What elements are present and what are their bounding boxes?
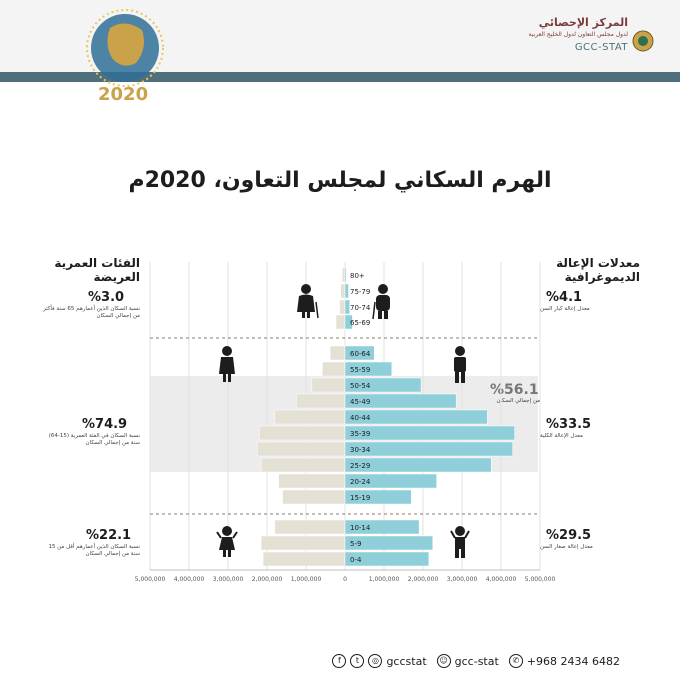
- bar-left-55-59: [322, 362, 345, 376]
- x-tick-label: 3,000,000: [212, 576, 244, 583]
- elderly-man-icon: [373, 284, 390, 319]
- twitter-icon[interactable]: t: [350, 654, 364, 668]
- right-note-total: معدل الإعالة الكلية: [540, 433, 583, 439]
- age-label: 20-24: [350, 478, 371, 486]
- left-stat-working: %74.9: [82, 417, 128, 432]
- bar-left-0-4: [263, 552, 345, 566]
- age-label: 70-74: [350, 304, 371, 312]
- age-label: 5-9: [350, 540, 362, 548]
- right-note-youth: معدل إعالة صغار السن: [540, 544, 593, 550]
- bar-left-45-49: [296, 394, 345, 408]
- x-tick-label: 4,000,000: [173, 576, 205, 583]
- banner-year: 2020: [98, 84, 149, 104]
- x-tick-label: 1,000,000: [290, 576, 322, 583]
- x-tick-label: 2,000,000: [407, 576, 439, 583]
- snapchat-icon[interactable]: ☺: [437, 654, 451, 668]
- facebook-icon[interactable]: f: [332, 654, 346, 668]
- center-stat: %56.1: [490, 382, 539, 398]
- social-handle[interactable]: gccstat: [386, 654, 427, 668]
- instagram-icon[interactable]: ◎: [368, 654, 382, 668]
- age-label: 35-39: [350, 430, 371, 438]
- x-tick-label: 4,000,000: [485, 576, 517, 583]
- age-label: 65-69: [350, 319, 371, 327]
- x-tick-label: 2,000,000: [251, 576, 283, 583]
- phone-number[interactable]: +968 2434 6482: [526, 654, 620, 668]
- age-label: 40-44: [350, 414, 371, 422]
- bar-left-15-19: [283, 490, 345, 504]
- right-header: معدلات الإعالة الديموغرافية: [556, 256, 640, 284]
- bar-right-75-79: [345, 284, 349, 298]
- left-stat-elderly: %3.0: [88, 290, 125, 305]
- elderly-woman-icon: [297, 284, 318, 318]
- bar-left-60-64: [330, 346, 345, 360]
- left-note-youth: نسبة السكان الذين أعمارهم أقل من 15 سنة من إجمالي السكان: [48, 544, 140, 557]
- right-stat-elderly: %4.1: [546, 290, 583, 305]
- bar-left-70-74: [340, 300, 345, 314]
- footer-contacts: [332, 654, 620, 668]
- x-tick-label: 3,000,000: [446, 576, 478, 583]
- page-title: الهرم السكاني لمجلس التعاون، 2020م: [128, 168, 552, 193]
- left-note-working: نسبة السكان في الفئة العمرية (15-64) سنة من إجمالي السكان: [48, 433, 140, 446]
- bar-right-35-39: [345, 426, 515, 440]
- x-tick-label: 0: [343, 576, 347, 583]
- bar-left-5-9: [261, 536, 345, 550]
- chart-x-tick-labels: [135, 576, 556, 583]
- bar-left-10-14: [275, 520, 345, 534]
- age-label: 55-59: [350, 366, 371, 374]
- x-tick-label: 5,000,000: [524, 576, 556, 583]
- age-label: 45-49: [350, 398, 371, 406]
- logo-arabic-name: المركز الإحصائي: [538, 16, 628, 29]
- age-label: 60-64: [350, 350, 371, 358]
- snap-handle[interactable]: gcc-stat: [454, 654, 499, 668]
- logo-arabic-sub: لدول مجلس التعاون لدول الخليج العربية: [528, 31, 628, 38]
- age-label: 30-34: [350, 446, 371, 454]
- bar-left-80+: [342, 268, 345, 282]
- center-stat-note: من إجمالي السكان: [496, 398, 540, 404]
- left-note-elderly: نسبة السكان الذين أعمارهم 65 سنة فأكثر من إجمالي السكان: [43, 306, 140, 319]
- bar-right-70-74: [345, 300, 350, 314]
- age-label: 10-14: [350, 524, 371, 532]
- age-label: 75-79: [350, 288, 371, 296]
- x-tick-label: 1,000,000: [368, 576, 400, 583]
- left-stat-youth: %22.1: [86, 528, 132, 543]
- logo-english-name: GCC-STAT: [574, 42, 628, 53]
- bar-left-20-24: [279, 474, 345, 488]
- bar-left-30-34: [257, 442, 345, 456]
- left-header: الفئات العمرية العريضة: [54, 256, 140, 284]
- whatsapp-icon[interactable]: ✆: [509, 654, 523, 668]
- age-label: 80+: [350, 272, 365, 280]
- age-label: 50-54: [350, 382, 371, 390]
- bar-left-25-29: [261, 458, 345, 472]
- boy-icon: [451, 526, 469, 558]
- bar-left-65-69: [336, 315, 345, 329]
- bar-left-40-44: [275, 410, 345, 424]
- girl-icon: [217, 526, 237, 557]
- bar-left-35-39: [259, 426, 345, 440]
- woman-icon: [219, 346, 235, 382]
- right-stat-total: %33.5: [546, 417, 592, 432]
- x-tick-label: 5,000,000: [134, 576, 166, 583]
- right-stat-youth: %29.5: [546, 528, 592, 543]
- bar-left-50-54: [312, 378, 345, 392]
- bar-right-80+: [345, 268, 346, 282]
- age-label: 25-29: [350, 462, 371, 470]
- age-label: 15-19: [350, 494, 371, 502]
- man-icon: [454, 346, 466, 383]
- bar-left-75-79: [341, 284, 345, 298]
- right-note-elderly: معدل إعالة كبار السن: [540, 306, 590, 312]
- age-label: 0-4: [350, 556, 362, 564]
